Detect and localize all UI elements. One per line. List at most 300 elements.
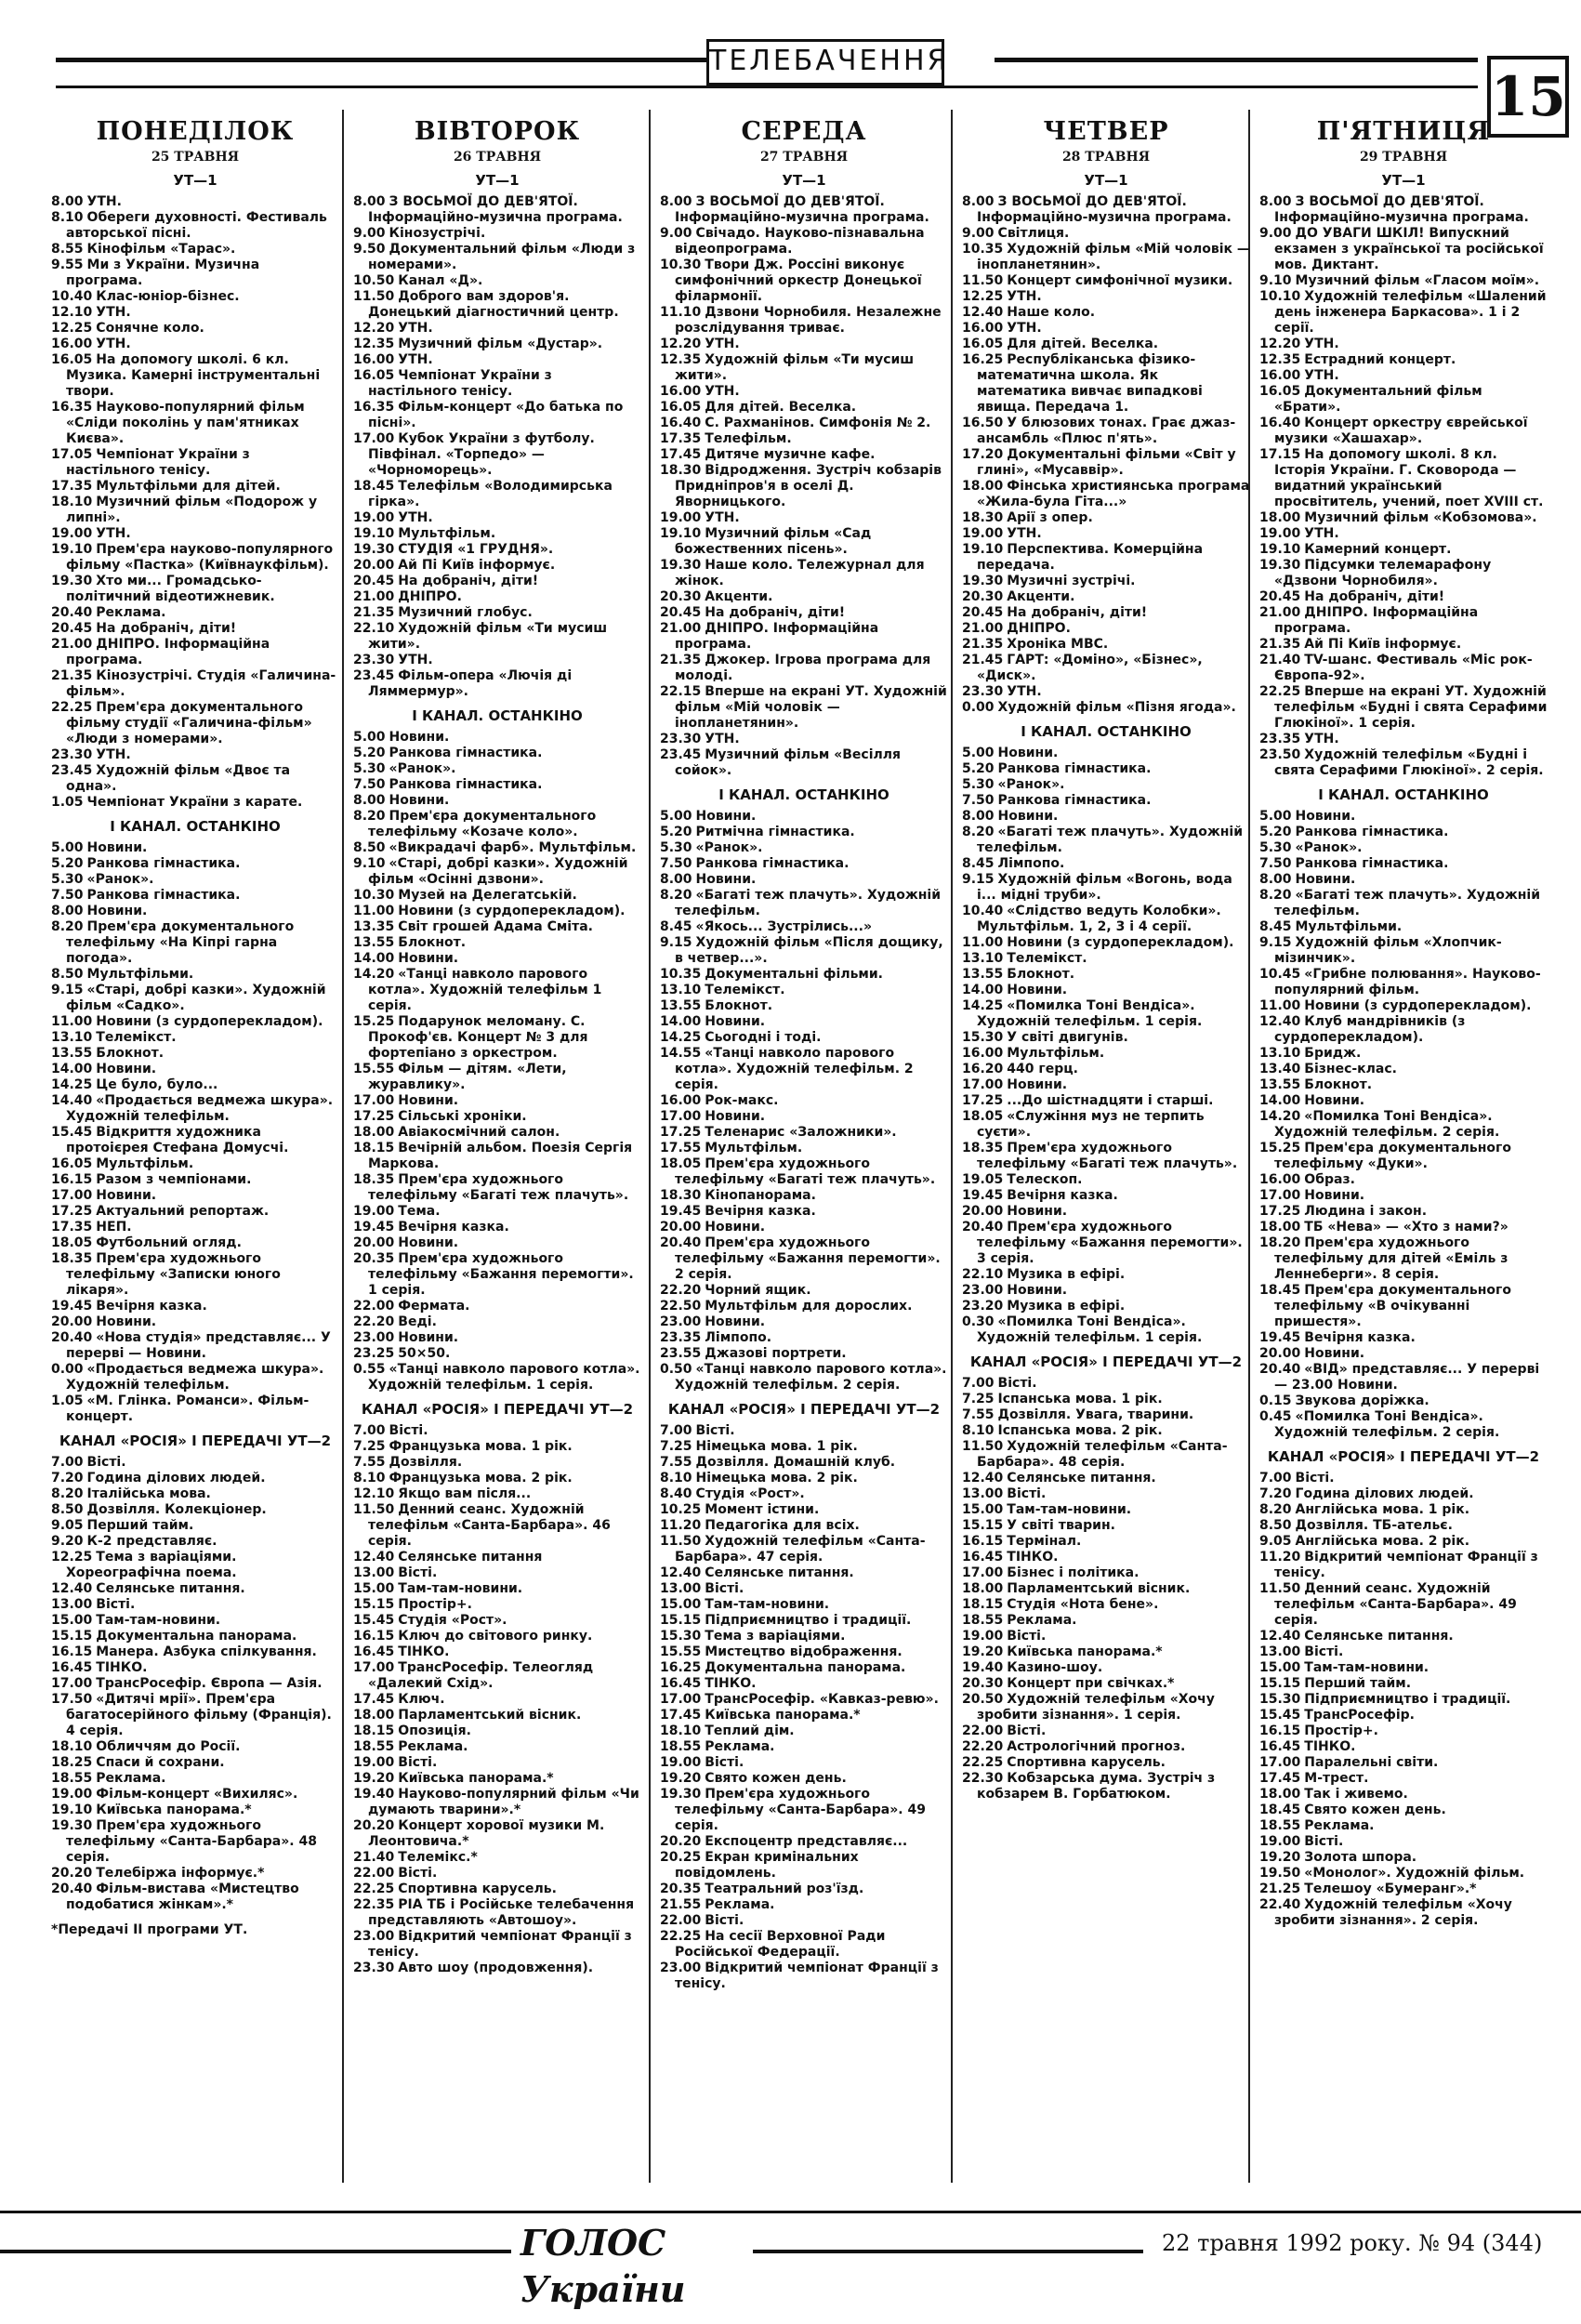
program-listing xyxy=(51,1220,339,1235)
program-listing xyxy=(660,589,948,605)
program-title: Телемікст. xyxy=(1007,951,1087,966)
program-title: Художній фільм «Вогонь, вода і... мідні труби». xyxy=(977,872,1232,903)
program-time: 16.25 xyxy=(660,1660,702,1675)
program-time: 10.35 xyxy=(660,967,702,982)
program-listing xyxy=(51,668,339,700)
program-time: 20.00 xyxy=(962,1204,1004,1219)
program-time: 7.00 xyxy=(1259,1471,1292,1486)
program-title: Казино-шоу. xyxy=(1007,1660,1103,1675)
program-title: «Помилка Тоні Вендіса». Художній телефільм. 1 серія. xyxy=(977,1314,1203,1345)
program-listing xyxy=(51,1455,339,1471)
program-time: 8.50 xyxy=(353,840,386,855)
program-listing xyxy=(51,1314,339,1330)
program-time: 23.30 xyxy=(660,732,702,746)
program-title: Студія «Рост». xyxy=(398,1613,507,1628)
program-listing xyxy=(353,904,641,919)
program-time: 21.35 xyxy=(962,637,1004,652)
program-title: Реклама. xyxy=(398,1739,468,1754)
program-time: 19.00 xyxy=(51,526,93,541)
program-title: Людина і закон. xyxy=(1304,1204,1428,1219)
program-listing xyxy=(1259,589,1548,605)
program-time: 20.30 xyxy=(660,589,702,604)
program-time: 13.00 xyxy=(1259,1644,1301,1659)
program-title: 50×50. xyxy=(398,1346,451,1361)
program-title: У світі тварин. xyxy=(1007,1518,1115,1533)
program-time: 23.35 xyxy=(1259,732,1301,746)
program-title: Музичний фільм «Гласом моїм». xyxy=(1295,273,1540,288)
program-listing xyxy=(1259,1787,1548,1802)
program-listing xyxy=(962,1692,1250,1723)
program-listing xyxy=(962,700,1250,716)
program-title: Музей на Делегатській. xyxy=(398,888,577,903)
program-time: 9.20 xyxy=(51,1534,84,1549)
program-time: 23.30 xyxy=(51,747,93,762)
program-listing xyxy=(353,1439,641,1455)
program-title: Реклама. xyxy=(1007,1613,1077,1628)
program-listing xyxy=(660,1141,948,1156)
program-listing xyxy=(660,1913,948,1929)
program-time: 17.00 xyxy=(51,1676,93,1691)
program-time: 20.00 xyxy=(51,1314,93,1329)
program-title: Перспектива. Комерційна передача. xyxy=(977,542,1204,573)
program-time: 14.40 xyxy=(51,1093,93,1108)
program-listing xyxy=(51,605,339,621)
channel-heading: УТ—1 xyxy=(782,172,826,189)
program-time: 11.50 xyxy=(353,289,395,304)
program-title: Концерт оркестру єврейської музики «Хашахар». xyxy=(1274,416,1528,446)
program-listing xyxy=(1259,1141,1548,1172)
program-time: 0.30 xyxy=(962,1314,995,1329)
program-time: 14.25 xyxy=(51,1077,93,1092)
program-title: Англійська мова. 2 рік. xyxy=(1295,1534,1470,1549)
program-time: 11.50 xyxy=(962,1439,1004,1454)
program-listing xyxy=(1259,919,1548,935)
program-listing xyxy=(962,777,1250,793)
program-title: Тема з варіаціями. Хореографічна поема. xyxy=(66,1550,237,1580)
program-time: 13.10 xyxy=(1259,1046,1301,1061)
program-time: 19.45 xyxy=(353,1220,395,1235)
program-title: С. Рахманінов. Симфонія № 2. xyxy=(705,416,931,430)
program-time: 14.00 xyxy=(1259,1093,1301,1108)
program-title: Мультфільм для дорослих. xyxy=(705,1299,913,1314)
program-listing xyxy=(1259,1834,1548,1850)
program-title: Новини. xyxy=(705,1220,766,1235)
program-listing xyxy=(51,872,339,888)
program-title: Телефільм. xyxy=(705,431,792,446)
program-listing xyxy=(962,1660,1250,1676)
program-time: 20.45 xyxy=(660,605,702,620)
program-time: 16.15 xyxy=(51,1172,93,1187)
program-title: РІА ТБ і Російське телебачення представляють «Автошоу». xyxy=(368,1897,635,1928)
program-time: 19.20 xyxy=(1259,1850,1301,1865)
program-time: 5.00 xyxy=(353,730,386,745)
program-title: Новини. xyxy=(96,1314,157,1329)
program-listing xyxy=(1259,998,1548,1014)
program-listing xyxy=(51,1156,339,1172)
program-listing xyxy=(353,1471,641,1486)
program-time: 20.40 xyxy=(660,1235,702,1250)
program-time: 16.45 xyxy=(962,1550,1004,1565)
program-title: УТН. xyxy=(705,732,740,746)
program-listing xyxy=(353,1455,641,1471)
program-time: 9.15 xyxy=(660,935,692,950)
program-title: Прем'єра художнього телефільму «Бажання перемогти». 1 серія. xyxy=(368,1251,634,1298)
program-listing xyxy=(353,1850,641,1866)
program-listing xyxy=(1259,1518,1548,1534)
program-title: У світі двигунів. xyxy=(1007,1030,1128,1045)
program-time: 18.05 xyxy=(962,1109,1004,1124)
program-title: Клуб мандрівників (з сурдоперекладом). xyxy=(1274,1014,1466,1045)
program-title: Художній фільм «Ти мусиш жити». xyxy=(368,621,608,652)
program-listing xyxy=(1259,1220,1548,1235)
program-title: Ранкова гімнастика. xyxy=(997,793,1152,808)
program-time: 8.10 xyxy=(51,210,84,225)
program-title: Ранкова гімнастика. xyxy=(1295,825,1449,839)
program-listing xyxy=(962,352,1250,416)
program-listing xyxy=(353,951,641,967)
program-title: Музика в ефірі. xyxy=(1007,1299,1126,1314)
program-title: Чорний ящик. xyxy=(705,1283,811,1298)
program-time: 21.00 xyxy=(660,621,702,636)
program-time: 17.25 xyxy=(1259,1204,1301,1219)
program-title: Образ. xyxy=(1304,1172,1355,1187)
program-time: 16.15 xyxy=(353,1629,395,1644)
program-title: Дозвілля. Увага, тварини. xyxy=(997,1407,1194,1422)
program-title: Сільські хроніки. xyxy=(398,1109,527,1124)
program-title: Для дітей. Веселка. xyxy=(705,400,857,415)
program-time: 18.00 xyxy=(1259,510,1301,525)
program-time: 11.50 xyxy=(962,273,1004,288)
program-listing xyxy=(962,653,1250,684)
program-listing xyxy=(51,1393,339,1425)
program-time: 19.00 xyxy=(962,1629,1004,1644)
program-time: 19.00 xyxy=(353,1204,395,1219)
program-title: Новини. xyxy=(398,951,459,966)
program-title: Новини. xyxy=(398,1093,459,1108)
program-time: 9.00 xyxy=(1259,226,1292,241)
program-listing xyxy=(1259,684,1548,732)
program-time: 21.45 xyxy=(962,653,1004,667)
program-listing xyxy=(353,1330,641,1346)
program-listing xyxy=(51,919,339,967)
program-title: К-2 представляє. xyxy=(86,1534,217,1549)
program-time: 0.45 xyxy=(1259,1409,1292,1424)
program-listing xyxy=(51,1660,339,1676)
program-listing xyxy=(1259,1802,1548,1818)
program-title: Дозвілля. Домашній клуб. xyxy=(695,1455,896,1470)
program-time: 21.35 xyxy=(1259,637,1301,652)
program-listing xyxy=(660,967,948,983)
program-listing xyxy=(353,337,641,352)
program-title: Художній телефільм «Будні і свята Серафими Глюкіної». 2 серія. xyxy=(1274,747,1544,778)
program-time: 18.55 xyxy=(962,1613,1004,1628)
program-title: Джазові портрети. xyxy=(705,1346,847,1361)
program-title: Новини. xyxy=(1304,1093,1365,1108)
program-listing xyxy=(353,558,641,574)
program-time: 10.40 xyxy=(51,289,93,304)
program-title: ...До шістнадцяти і старші. xyxy=(1007,1093,1214,1108)
column-divider xyxy=(951,110,953,2183)
program-title: Новини. xyxy=(997,809,1059,824)
program-time: 15.00 xyxy=(353,1581,395,1596)
program-title: Прем'єра художнього телефільму «Бажання перемогти». 3 серія. xyxy=(977,1220,1243,1266)
program-time: 8.50 xyxy=(1259,1518,1292,1533)
program-title: Там-там-новини. xyxy=(1304,1660,1429,1675)
program-title: Новини (з сурдоперекладом). xyxy=(1007,935,1234,950)
program-time: 20.35 xyxy=(660,1882,702,1896)
program-title: Опозиція. xyxy=(398,1723,471,1738)
program-time: 15.45 xyxy=(353,1613,395,1628)
program-time: 21.00 xyxy=(353,589,395,604)
program-listing xyxy=(660,621,948,653)
program-time: 22.25 xyxy=(962,1755,1004,1770)
program-time: 17.55 xyxy=(660,1141,702,1155)
program-title: Музичний фільм «Дустар». xyxy=(398,337,603,351)
program-title: На добраніч, діти! xyxy=(96,621,237,636)
program-time: 9.10 xyxy=(353,856,386,871)
program-title: Година ділових людей. xyxy=(86,1471,266,1486)
program-time: 16.45 xyxy=(51,1660,93,1675)
program-listing xyxy=(353,1581,641,1597)
program-title: УТН. xyxy=(96,305,131,320)
program-listing xyxy=(353,621,641,653)
program-listing xyxy=(1259,1818,1548,1834)
program-title: Авто шоу (продовження). xyxy=(398,1961,594,1975)
program-title: Вісті. xyxy=(695,1423,735,1438)
program-title: «Ранок». xyxy=(695,840,763,855)
program-time: 8.45 xyxy=(660,919,692,934)
program-listing xyxy=(660,1109,948,1125)
program-listing xyxy=(1259,1723,1548,1739)
program-time: 19.00 xyxy=(660,510,702,525)
program-title: Науково-популярний фільм «Чи думають тварини».* xyxy=(368,1787,639,1817)
program-title: Фільм-вистава «Мистецтво подобатися жінкам».* xyxy=(66,1882,299,1912)
program-title: УТН. xyxy=(1304,337,1339,351)
program-title: Разом з чемпіонами. xyxy=(96,1172,252,1187)
program-title: «Продається ведмежа шкура». Художній телефільм. xyxy=(66,1093,334,1124)
program-time: 18.30 xyxy=(962,510,1004,525)
program-time: 16.00 xyxy=(353,352,395,367)
program-listing xyxy=(51,1188,339,1204)
channel-heading: КАНАЛ «РОСІЯ» І ПЕРЕДАЧІ УТ—2 xyxy=(667,1401,941,1418)
program-listing xyxy=(962,574,1250,589)
program-title: Відродження. Зустріч кобзарів Придніпров'я в оселі Д. Яворницького. xyxy=(675,463,942,509)
program-title: УТН. xyxy=(1304,526,1339,541)
program-title: Експоцентр представляє... xyxy=(705,1834,908,1849)
program-time: 20.00 xyxy=(353,1235,395,1250)
program-time: 20.50 xyxy=(962,1692,1004,1707)
program-title: Мультфільми для дітей. xyxy=(96,479,281,494)
program-listing xyxy=(1259,1014,1548,1046)
program-title: Підприємництво і традиції. xyxy=(1304,1692,1511,1707)
program-time: 5.00 xyxy=(660,809,692,824)
program-time: 10.40 xyxy=(962,904,1004,918)
program-title: Новини. xyxy=(705,1109,766,1124)
program-title: Педагогіка для всіх. xyxy=(705,1518,860,1533)
program-title: Телемікст. xyxy=(705,983,785,997)
program-title: Мистецтво відображення. xyxy=(705,1644,902,1659)
program-listing xyxy=(962,1423,1250,1439)
program-title: Новини. xyxy=(86,904,148,918)
program-listing xyxy=(353,1929,641,1961)
program-listing xyxy=(660,856,948,872)
program-time: 17.00 xyxy=(660,1692,702,1707)
program-listing xyxy=(1259,809,1548,825)
program-listing xyxy=(353,1597,641,1613)
program-time: 15.15 xyxy=(1259,1676,1301,1691)
program-time: 20.45 xyxy=(1259,589,1301,604)
program-title: Художній телефільм «Хочу зробити зізнання». 1 серія. xyxy=(977,1692,1215,1723)
program-time: 18.10 xyxy=(660,1723,702,1738)
program-title: ГАРТ: «Доміно», «Бізнес», «Диск». xyxy=(977,653,1203,683)
program-title: Чемпіонат України з настільного тенісу. xyxy=(368,368,552,399)
program-time: 18.55 xyxy=(660,1739,702,1754)
program-listing xyxy=(353,1314,641,1330)
program-title: Дозвілля. Колекціонер. xyxy=(86,1502,267,1517)
program-listing xyxy=(660,1204,948,1220)
program-listing xyxy=(51,1046,339,1062)
program-title: Чемпіонат України з карате. xyxy=(86,795,303,810)
program-listing xyxy=(1259,1882,1548,1897)
program-time: 15.25 xyxy=(1259,1141,1301,1155)
program-time: 10.30 xyxy=(660,257,702,272)
program-title: Звукова доріжка. xyxy=(1295,1393,1429,1408)
program-title: Кобзарська дума. Зустріч з кобзарем В. Горбатюком. xyxy=(977,1771,1216,1802)
program-time: 11.50 xyxy=(353,1502,395,1517)
program-title: «М. Глінка. Романси». Фільм-концерт. xyxy=(66,1393,310,1424)
program-time: 18.15 xyxy=(353,1141,395,1155)
program-listing xyxy=(353,1897,641,1929)
program-listing xyxy=(962,321,1250,337)
program-title: Наше коло. Тележурнал для жінок. xyxy=(675,558,925,588)
program-listing xyxy=(51,888,339,904)
program-time: 18.30 xyxy=(660,1188,702,1203)
program-listing xyxy=(353,1235,641,1251)
program-listing xyxy=(51,967,339,983)
program-title: ДНІПРО. Інформаційна програма. xyxy=(66,637,270,667)
program-listing xyxy=(353,368,641,400)
program-time: 18.35 xyxy=(353,1172,395,1187)
program-title: Астрологічний прогноз. xyxy=(1007,1739,1186,1754)
program-time: 19.10 xyxy=(660,526,702,541)
program-time: 14.20 xyxy=(1259,1109,1301,1124)
program-listing xyxy=(51,1014,339,1030)
program-listing xyxy=(660,1220,948,1235)
program-listing xyxy=(660,1502,948,1518)
program-time: 23.25 xyxy=(353,1346,395,1361)
program-time: 23.00 xyxy=(660,1961,702,1975)
program-listing xyxy=(962,1141,1250,1172)
program-time: 7.55 xyxy=(353,1455,386,1470)
program-listing xyxy=(1259,1692,1548,1708)
program-title: Кубок України з футболу. Півфінал. «Торпедо» — «Чорноморець». xyxy=(368,431,595,478)
footnote: *Передачі ІІ програми УТ. xyxy=(51,1922,248,1937)
column-divider xyxy=(649,110,651,2183)
program-listing xyxy=(353,809,641,840)
program-listing xyxy=(51,542,339,574)
program-title: Кінозустрічі. Студія «Галичина-фільм». xyxy=(66,668,336,699)
program-time: 17.45 xyxy=(660,447,702,462)
program-listing xyxy=(51,1613,339,1629)
program-title: Бізнес-клас. xyxy=(1304,1062,1397,1076)
program-listing xyxy=(660,1644,948,1660)
program-title: Сонячне коло. xyxy=(96,321,204,336)
program-listing xyxy=(353,352,641,368)
program-listing xyxy=(660,1235,948,1283)
program-time: 18.05 xyxy=(51,1235,93,1250)
program-time: 0.55 xyxy=(353,1362,386,1377)
program-time: 15.00 xyxy=(1259,1660,1301,1675)
program-listing xyxy=(962,242,1250,273)
program-time: 5.00 xyxy=(51,840,84,855)
program-listing xyxy=(660,1676,948,1692)
program-title: Новини. xyxy=(86,840,148,855)
program-listing xyxy=(962,1376,1250,1392)
program-title: Манера. Азбука спілкування. xyxy=(96,1644,317,1659)
program-listing xyxy=(353,1882,641,1897)
program-listing xyxy=(660,840,948,856)
program-time: 15.25 xyxy=(353,1014,395,1029)
program-time: 17.00 xyxy=(353,431,395,446)
program-time: 22.10 xyxy=(353,621,395,636)
program-title: Канал «Д». xyxy=(398,273,483,288)
program-listing xyxy=(962,305,1250,321)
program-title: УТН. xyxy=(705,384,740,399)
program-title: Фільм-концерт «До батька по пісні». xyxy=(368,400,624,430)
program-title: Художній телефільм «Шалений день інженера Баркасова». 1 і 2 серії. xyxy=(1274,289,1547,336)
program-time: 17.00 xyxy=(353,1093,395,1108)
program-title: Новини. xyxy=(705,1314,766,1329)
program-title: Хроніка МВС. xyxy=(1007,637,1109,652)
program-title: Дозвілля. xyxy=(389,1455,463,1470)
program-time: 16.50 xyxy=(962,416,1004,430)
program-listing xyxy=(660,416,948,431)
program-listing xyxy=(962,1486,1250,1502)
program-time: 8.50 xyxy=(51,1502,84,1517)
program-listing xyxy=(660,526,948,558)
program-time: 12.40 xyxy=(660,1565,702,1580)
program-title: ТрансРосефір. «Кавказ-ревю». xyxy=(705,1692,939,1707)
program-title: Концерт при свічках.* xyxy=(1007,1676,1175,1691)
program-listing xyxy=(51,1030,339,1046)
program-listing xyxy=(1259,1739,1548,1755)
program-time: 5.20 xyxy=(51,856,84,871)
program-time: 22.30 xyxy=(962,1771,1004,1786)
program-listing xyxy=(962,1267,1250,1283)
program-title: ТІНКО. xyxy=(1304,1739,1356,1754)
program-listing xyxy=(962,1077,1250,1093)
program-listing xyxy=(962,589,1250,605)
program-listing xyxy=(51,400,339,447)
program-listing xyxy=(660,935,948,967)
program-listing xyxy=(353,1660,641,1692)
program-title: Парламентський вісник. xyxy=(1007,1581,1191,1596)
program-listing xyxy=(353,888,641,904)
program-title: Ритмічна гімнастика. xyxy=(695,825,855,839)
program-listing xyxy=(962,1581,1250,1597)
program-title: Естрадний концерт. xyxy=(1304,352,1456,367)
program-time: 5.00 xyxy=(962,746,995,760)
program-title: Новини. xyxy=(389,730,450,745)
program-time: 8.00 xyxy=(1259,194,1292,209)
program-listing xyxy=(660,1739,948,1755)
program-listing xyxy=(1259,1660,1548,1676)
program-listing xyxy=(51,1204,339,1220)
program-time: 16.05 xyxy=(962,337,1004,351)
program-title: Документальна панорама. xyxy=(96,1629,297,1644)
program-time: 13.10 xyxy=(51,1030,93,1045)
program-time: 18.35 xyxy=(51,1251,93,1266)
